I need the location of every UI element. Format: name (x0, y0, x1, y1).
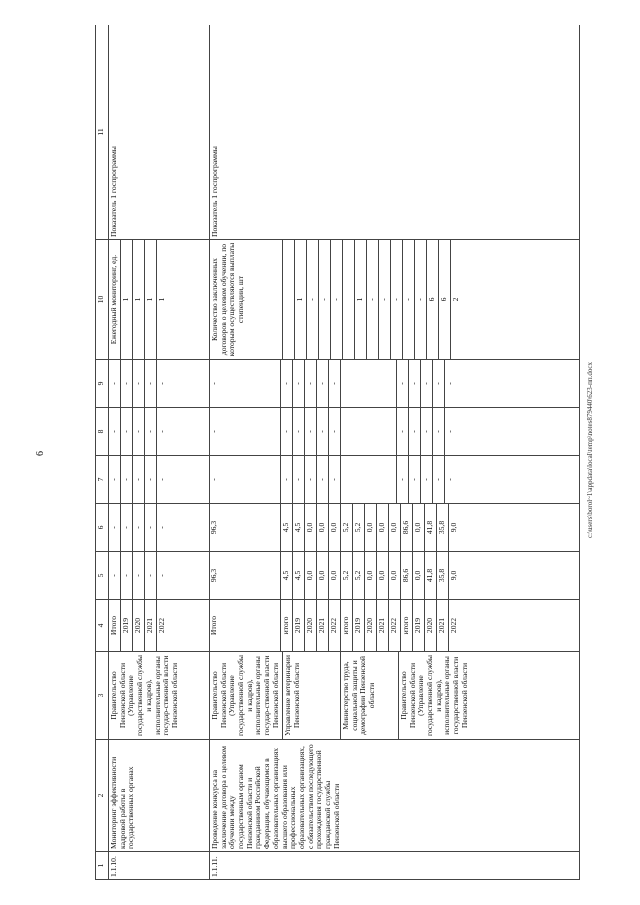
value: 35,8 (437, 552, 449, 599)
value: - (433, 408, 445, 455)
value: - (157, 574, 167, 577)
value: - (157, 478, 167, 481)
value: 0,0 (305, 504, 317, 551)
value-cell-6 (109, 504, 210, 552)
col-header-7: 7 (96, 456, 109, 504)
value: - (121, 552, 133, 599)
value: - (319, 240, 331, 359)
rotated-table-wrapper (95, 25, 580, 880)
year-label: 2020 (365, 600, 377, 651)
value-empty (341, 408, 397, 455)
value: 4,5 (281, 504, 293, 551)
value: - (157, 430, 167, 433)
value: - (133, 552, 145, 599)
page-number: 6 (35, 451, 46, 456)
value: 5,2 (353, 504, 365, 551)
value: - (331, 240, 343, 359)
value: - (317, 360, 329, 407)
value: - (121, 408, 133, 455)
year-label: 2019 (413, 600, 425, 651)
value: - (379, 240, 391, 359)
col-header-5: 5 (96, 552, 109, 600)
year-label: Итого (210, 600, 281, 651)
value: 5,2 (341, 552, 353, 599)
year-label: итого (281, 600, 293, 651)
value: - (421, 456, 433, 503)
value: - (210, 408, 281, 455)
value: 0,0 (329, 504, 341, 551)
value: 4,5 (293, 504, 305, 551)
value: 6 (427, 240, 439, 359)
value: 5,2 (353, 552, 365, 599)
value: 86,6 (401, 504, 413, 551)
executor: Министерство труда, социальной защиты и демографии Пензенской области (341, 652, 399, 739)
executor: Правительство Пензенской области (Управление государственной службы и кадров), исполнительные органы государ-ственной власти Пензенской области (210, 652, 283, 739)
value: 96,3 (210, 504, 281, 551)
value-cell-7 (209, 456, 579, 504)
table-row (209, 25, 579, 880)
value: 0,0 (389, 552, 401, 599)
value: 1 (295, 240, 307, 359)
value: 0,0 (413, 552, 425, 599)
value: 5,2 (341, 504, 353, 551)
value: - (281, 456, 293, 503)
value: - (281, 360, 293, 407)
value: - (397, 408, 409, 455)
value: 1 (121, 240, 133, 359)
year-label: 2021 (317, 600, 329, 651)
value: - (409, 360, 421, 407)
year-label: 2020 (425, 600, 437, 651)
year-label: 2019 (293, 600, 305, 651)
col-header-1: 1 (96, 852, 109, 880)
value-cell-9 (109, 360, 210, 408)
value: - (109, 456, 121, 503)
year-label: 2021 (437, 600, 449, 651)
year-label: 2022 (157, 617, 167, 634)
value: - (109, 504, 121, 551)
value: - (293, 456, 305, 503)
value: - (121, 456, 133, 503)
year-cell (109, 600, 210, 652)
value: - (415, 240, 427, 359)
col-header-8: 8 (96, 408, 109, 456)
col-header-11: 11 (96, 25, 109, 240)
value: - (444, 478, 454, 481)
col-header-10: 10 (96, 240, 109, 360)
row-number: 1.1.11. (209, 852, 579, 880)
value: - (421, 408, 433, 455)
value: 35,8 (437, 504, 449, 551)
value: - (121, 360, 133, 407)
value: - (305, 456, 317, 503)
year-label: 2020 (133, 600, 145, 651)
value-cell-8 (209, 408, 579, 456)
activity-name: Проведение конкурса на заключение договора о целевом обучении между государственным органом Пензенской области и гражданином Российской Федерации, обучающимся в образовательных организациях высшего образования или профессиональных образовательных организациях, с обязательством последующего прохождения государственной гражданской службы Пензенской области (209, 740, 579, 852)
column-number-row (96, 25, 109, 880)
value: 1 (145, 240, 157, 359)
year-cell (209, 600, 579, 652)
value: - (397, 360, 409, 407)
year-label: 2019 (121, 600, 133, 651)
value: - (329, 408, 341, 455)
value: 1 (133, 240, 145, 359)
value: - (109, 552, 121, 599)
value: - (145, 360, 157, 407)
indicator-cell (209, 240, 579, 360)
activity-name: Мониторинг эффективности кадровой работы в государственных органах (109, 740, 210, 852)
value: - (121, 504, 133, 551)
value: - (397, 456, 409, 503)
value: - (367, 240, 379, 359)
value-empty (343, 240, 355, 359)
value: - (391, 240, 403, 359)
value: - (409, 408, 421, 455)
value: 9,0 (448, 570, 458, 581)
col-header-6: 6 (96, 504, 109, 552)
value-cell-6 (209, 504, 579, 552)
footer-file-path: c:\users\borol~1\appdata\local\temp\notes879440\623-пп.docx (586, 362, 594, 538)
value: - (317, 408, 329, 455)
value-empty (341, 360, 397, 407)
value: 0,0 (365, 504, 377, 551)
program-table (95, 25, 580, 880)
value-cell-7 (109, 456, 210, 504)
value: 41,8 (425, 504, 437, 551)
value: 0,0 (317, 552, 329, 599)
value: - (109, 360, 121, 407)
value-empty (283, 240, 295, 359)
value: - (133, 456, 145, 503)
executor: Правительство Пензенской области (Управление государственной службы и кадров), исполнительные органы государ-ственной власти Пензенской области (109, 652, 210, 740)
value: - (157, 382, 167, 385)
value: - (293, 408, 305, 455)
col-header-9: 9 (96, 360, 109, 408)
value: - (133, 408, 145, 455)
value: - (210, 456, 281, 503)
year-label: 2022 (389, 600, 401, 651)
year-label: итого (341, 600, 353, 651)
col-header-4: 4 (96, 600, 109, 652)
table-row (109, 25, 210, 880)
value: 9,0 (448, 522, 458, 533)
value: - (305, 360, 317, 407)
value: 4,5 (293, 552, 305, 599)
value: 0,0 (317, 504, 329, 551)
program-indicator: Показатель 1 госпрограммы (109, 25, 210, 240)
value: 2 (450, 297, 460, 302)
year-label: 2020 (305, 600, 317, 651)
value: - (210, 360, 281, 407)
value-cell-9 (209, 360, 579, 408)
indicator-name: Количество заключенных договоров о целевом обучении, по которым осуществляются выплаты стипендии, шт (210, 240, 283, 359)
year-label: 2019 (353, 600, 365, 651)
value: - (145, 408, 157, 455)
value: 0,0 (377, 552, 389, 599)
value: 0,0 (305, 552, 317, 599)
year-label: итого (401, 600, 413, 651)
value: - (433, 456, 445, 503)
value: 0,0 (413, 504, 425, 551)
program-indicator: Показатель 1 госпрограммы (209, 25, 579, 240)
value: - (329, 456, 341, 503)
year-label: 2021 (145, 600, 157, 651)
year-label: Итого (109, 600, 121, 651)
value: - (409, 456, 421, 503)
value: 41,8 (425, 552, 437, 599)
indicator-name: Ежегодный мониторинг, ед. (109, 240, 121, 359)
value: - (281, 408, 293, 455)
value: - (329, 360, 341, 407)
value: 86,6 (401, 552, 413, 599)
value-cell-5 (209, 552, 579, 600)
executor-cell (209, 652, 579, 740)
value: - (317, 456, 329, 503)
value: - (133, 504, 145, 551)
value-empty (341, 456, 397, 503)
value: - (133, 360, 145, 407)
value: - (157, 526, 167, 529)
value: - (444, 430, 454, 433)
value: - (305, 408, 317, 455)
value: - (433, 360, 445, 407)
value: - (293, 360, 305, 407)
value: - (109, 408, 121, 455)
col-header-2: 2 (96, 740, 109, 852)
value: 1 (355, 240, 367, 359)
year-label: 2022 (448, 617, 458, 634)
value: - (421, 360, 433, 407)
year-label: 2021 (377, 600, 389, 651)
value-cell-5 (109, 552, 210, 600)
value-cell-8 (109, 408, 210, 456)
year-label: 2022 (329, 600, 341, 651)
value: 0,0 (389, 504, 401, 551)
value: 6 (439, 240, 451, 359)
executor: Управление ветеринарии Пензенской области (283, 652, 341, 739)
value: - (145, 552, 157, 599)
value: 96,3 (210, 552, 281, 599)
value: 0,0 (329, 552, 341, 599)
value: - (403, 240, 415, 359)
value: 1 (156, 297, 166, 302)
executor: Правительство Пензенской области (Управление государственной службы и кадров), исполнительные органы государственной власти Пензенской области (398, 655, 469, 736)
value: - (444, 382, 454, 385)
value: - (145, 456, 157, 503)
value: - (145, 504, 157, 551)
indicator-cell (109, 240, 210, 360)
value: - (307, 240, 319, 359)
value: 4,5 (281, 552, 293, 599)
value: 0,0 (365, 552, 377, 599)
value: 0,0 (377, 504, 389, 551)
col-header-3: 3 (96, 652, 109, 740)
row-number: 1.1.10. (109, 852, 210, 880)
